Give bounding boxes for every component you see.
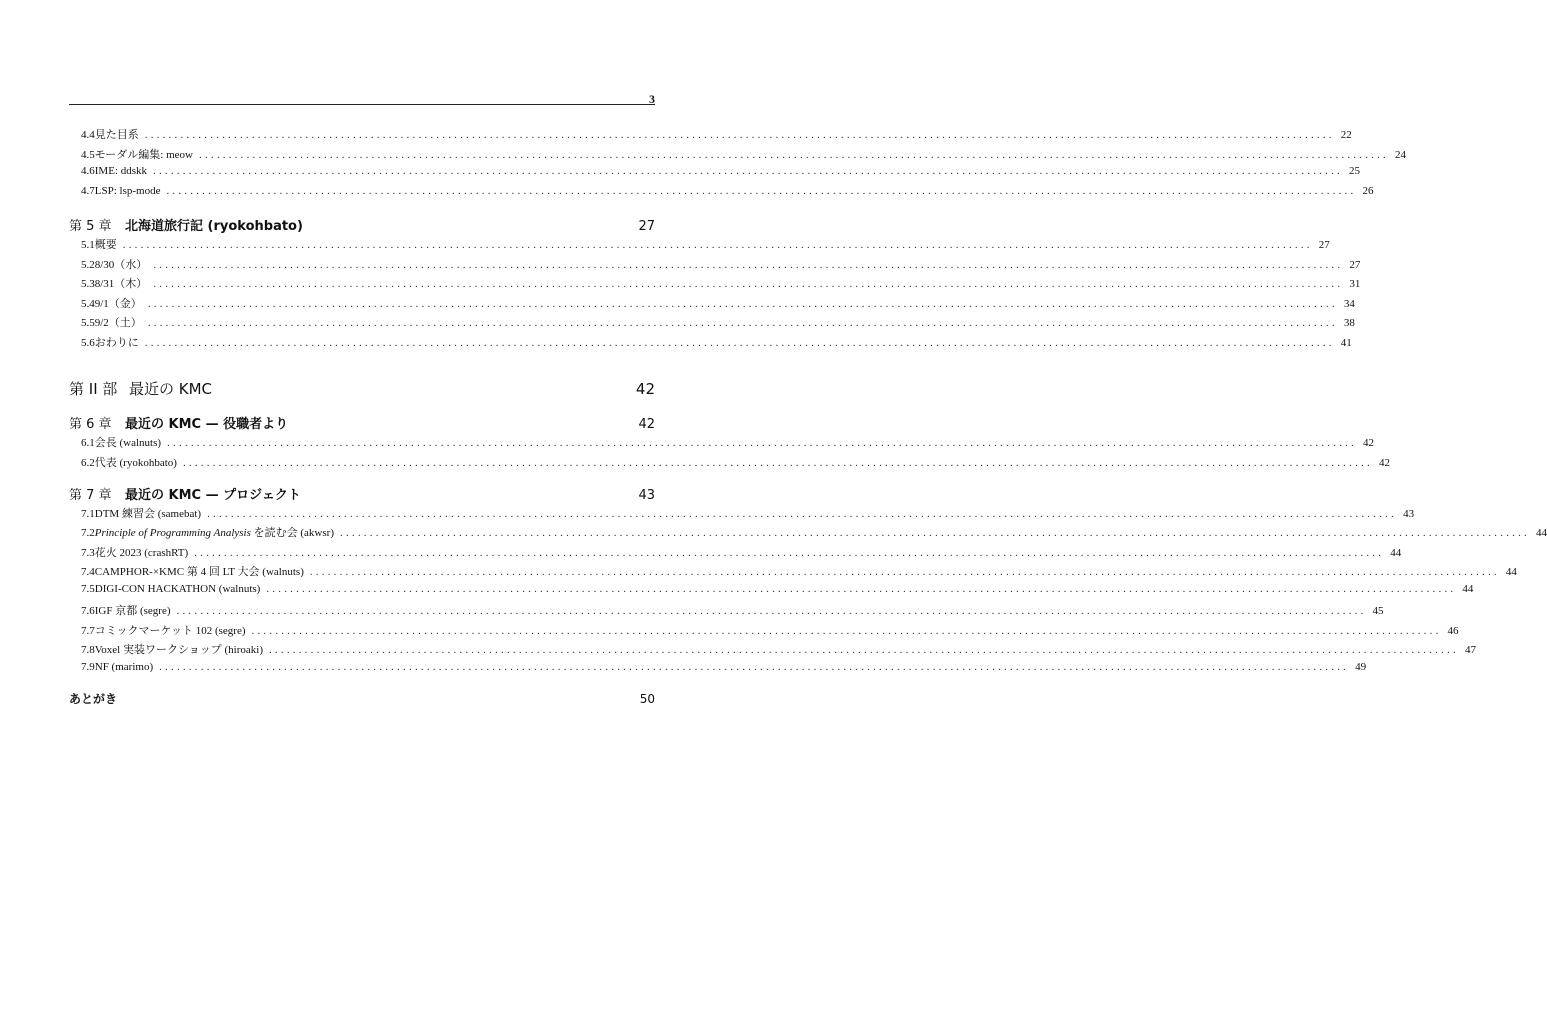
section-number: 4.5 [81, 149, 95, 161]
section-number: 6.1 [81, 437, 95, 449]
section-number: 5.6 [81, 337, 95, 349]
section-number: 4.4 [81, 129, 95, 141]
toc-section-4-4[interactable] [69, 126, 1352, 141]
section-number: 4.7 [81, 185, 95, 197]
section-title-italic: Principle of Programming Analysis [94, 527, 251, 539]
leader-dots: ........................................................................................................................................................................................................ [182, 457, 1373, 469]
section-page: 31 [1349, 278, 1361, 290]
chapter-number: 第 7 章 [69, 488, 112, 503]
section-title [95, 524, 334, 540]
section-page: 44 [1536, 527, 1547, 539]
section-page: 22 [1340, 129, 1352, 141]
section-number: 7.6 [81, 605, 95, 617]
section-number: 5.4 [81, 298, 95, 310]
section-number: 5.3 [81, 278, 95, 290]
section-page: 24 [1395, 149, 1406, 161]
section-title: IME: ddskk [94, 165, 147, 177]
section-page: 44 [1505, 566, 1517, 578]
section-title: コミックマーケット 102 (segre) [94, 625, 246, 637]
section-title: 8/30（水） [94, 259, 148, 271]
toc-section-4-6[interactable] [69, 165, 1360, 179]
toc-section-5-2[interactable] [69, 256, 1361, 271]
afterword-title: あとがき [69, 692, 118, 706]
leader-dots: ........................................................................................................................................................................................................ [153, 259, 1344, 271]
section-title: CAMPHOR-×KMC 第 4 回 LT 大会 (walnuts) [94, 566, 304, 578]
section-title: 見た目系 [94, 129, 139, 141]
section-page: 47 [1464, 644, 1476, 656]
chapter-title: 最近の KMC — プロジェクト [125, 488, 301, 503]
section-number: 5.5 [81, 317, 95, 329]
toc-section-7-5[interactable] [69, 583, 1474, 597]
toc-section-5-3[interactable] [69, 275, 1361, 290]
section-title: 会長 (walnuts) [94, 437, 162, 449]
chapter-title: 北海道旅行記 (ryokohbato) [125, 219, 303, 234]
section-number: 7.1 [81, 508, 95, 520]
afterword-page: 50 [639, 692, 655, 706]
section-title: 8/31（木） [94, 278, 148, 290]
section-number: 7.4 [81, 566, 95, 578]
chapter-page: 42 [638, 417, 655, 432]
toc-section-5-5[interactable] [69, 314, 1355, 329]
chapter-page: 43 [638, 488, 655, 503]
section-title: DIGI-CON HACKATHON (walnuts) [94, 583, 261, 595]
toc-chapter-5[interactable] [69, 215, 655, 234]
part-page: 42 [635, 380, 655, 398]
section-title: DTM 練習会 (samebat) [94, 508, 202, 520]
chapter-number: 第 5 章 [69, 219, 112, 234]
section-title: IGF 京都 (segre) [94, 605, 171, 617]
leader-dots: ........................................................................................................................................................................................................ [153, 278, 1344, 290]
section-page: 44 [1390, 547, 1402, 559]
section-title: NF (marimo) [94, 661, 154, 673]
toc-section-7-1[interactable] [69, 505, 1415, 520]
section-title: Voxel 実装ワークショップ (hiroaki) [94, 644, 263, 656]
section-number: 7.9 [81, 661, 95, 673]
section-title: 概要 [94, 239, 117, 251]
section-page: 34 [1343, 298, 1355, 310]
toc-section-7-7[interactable] [69, 622, 1459, 637]
part-number: 第 II 部 [69, 380, 118, 398]
section-title: 代表 (ryokohbato) [94, 457, 177, 469]
leader-dots: ........................................................................................................................................................................................................ [153, 165, 1343, 177]
section-page: 46 [1447, 625, 1459, 637]
page-number: 3 [649, 92, 655, 106]
toc-chapter-6[interactable] [69, 413, 655, 432]
toc-section-7-3[interactable] [69, 544, 1402, 559]
toc-section-6-2[interactable] [69, 454, 1390, 469]
toc-section-7-2[interactable] [69, 524, 1547, 539]
leader-dots: ........................................................................................................................................................................................................ [122, 239, 1313, 251]
section-number: 4.6 [81, 165, 95, 177]
section-page: 38 [1343, 317, 1355, 329]
section-title: 9/1（金） [94, 298, 142, 310]
leader-dots: ........................................................................................................................................................................................................ [159, 661, 1350, 673]
section-number: 7.3 [81, 547, 95, 559]
toc-afterword[interactable] [69, 690, 655, 706]
chapter-title: 最近の KMC — 役職者より [125, 417, 289, 432]
leader-dots: ........................................................................................................................................................................................................ [176, 605, 1367, 617]
leader-dots: ........................................................................................................................................................................................................ [147, 317, 1338, 329]
section-page: 45 [1372, 605, 1384, 617]
part-title: 最近の KMC [129, 380, 213, 398]
section-page: 44 [1462, 583, 1474, 595]
leader-dots: ........................................................................................................................................................................................................ [167, 437, 1358, 449]
section-page: 49 [1355, 661, 1367, 673]
leader-dots: ........................................................................................................................................................................................................ [251, 625, 1442, 637]
leader-dots: ........................................................................................................................................................................................................ [340, 527, 1530, 539]
toc-section-6-1[interactable] [69, 434, 1375, 449]
section-title: モーダル編集: meow [94, 149, 193, 161]
chapter-page: 27 [638, 219, 655, 234]
leader-dots: ........................................................................................................................................................................................................ [147, 298, 1338, 310]
section-title-rest: を読む会 (akwsr) [250, 527, 334, 539]
leader-dots: ........................................................................................................................................................................................................ [309, 566, 1500, 578]
toc-chapter-7[interactable] [69, 484, 655, 503]
section-page: 43 [1403, 508, 1415, 520]
section-page: 26 [1362, 185, 1374, 197]
toc-section-7-6[interactable] [69, 602, 1384, 617]
toc-section-5-4[interactable] [69, 295, 1355, 310]
section-number: 6.2 [81, 457, 95, 469]
section-title: おわりに [94, 337, 139, 349]
toc-section-5-6[interactable] [69, 334, 1352, 349]
toc-section-5-1[interactable] [69, 236, 1330, 251]
leader-dots: ........................................................................................................................................................................................................ [144, 129, 1335, 141]
section-number: 7.5 [81, 583, 95, 595]
leader-dots: ........................................................................................................................................................................................................ [266, 583, 1457, 595]
toc-section-7-4[interactable] [69, 563, 1517, 578]
toc-section-7-8[interactable] [69, 641, 1476, 656]
header-rule [69, 104, 655, 105]
toc-part-2[interactable] [69, 378, 655, 398]
section-title: LSP: lsp-mode [94, 185, 161, 197]
section-page: 42 [1378, 457, 1390, 469]
section-number: 7.2 [81, 527, 95, 539]
leader-dots: ........................................................................................................................................................................................................ [207, 508, 1398, 520]
section-number: 5.1 [81, 239, 95, 251]
leader-dots: ........................................................................................................................................................................................................ [199, 149, 1389, 161]
toc-section-7-9[interactable] [69, 661, 1367, 675]
section-page: 41 [1340, 337, 1352, 349]
leader-dots: ........................................................................................................................................................................................................ [268, 644, 1459, 656]
leader-dots: ........................................................................................................................................................................................................ [166, 185, 1357, 197]
section-number: 7.7 [81, 625, 95, 637]
section-title: 花火 2023 (crashRT) [94, 547, 189, 559]
section-page: 27 [1318, 239, 1330, 251]
section-number: 7.8 [81, 644, 95, 656]
leader-dots: ........................................................................................................................................................................................................ [144, 337, 1335, 349]
toc-section-4-7[interactable] [69, 185, 1374, 199]
section-number: 5.2 [81, 259, 95, 271]
section-page: 27 [1349, 259, 1361, 271]
chapter-number: 第 6 章 [69, 417, 112, 432]
section-page: 42 [1363, 437, 1375, 449]
section-title: 9/2（土） [94, 317, 142, 329]
leader-dots: ........................................................................................................................................................................................................ [194, 547, 1385, 559]
section-page: 25 [1349, 165, 1360, 177]
toc-section-4-5[interactable] [69, 146, 1406, 161]
